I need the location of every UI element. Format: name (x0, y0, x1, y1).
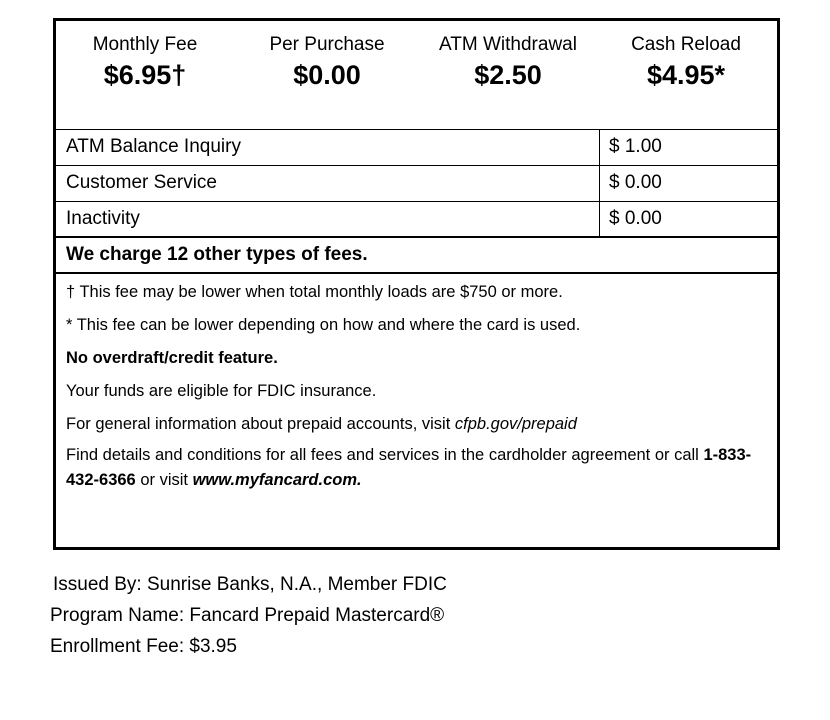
details-text: Find details and conditions for all fees and services in the cardholder agreement or call (66, 446, 704, 464)
monthly-fee-value: $6.95† (103, 60, 187, 90)
fee-disclosure-box (53, 18, 780, 550)
atm-withdrawal-value: $2.50 (474, 60, 542, 90)
other-fees-text: We charge 12 other types of fees. (66, 244, 368, 265)
atm-withdrawal-label: ATM Withdrawal (439, 34, 577, 55)
fee-row-inactivity (56, 202, 777, 237)
cfpb-link[interactable]: cfpb.gov/prepaid (454, 415, 577, 433)
fee-row-customer-service (56, 166, 777, 202)
issued-by: Issued By: Sunrise Banks, N.A., Member FDIC (53, 574, 447, 595)
fee-name: Customer Service (66, 172, 217, 193)
column-divider (599, 130, 600, 166)
per-purchase-fee (252, 33, 402, 93)
per-purchase-label: Per Purchase (269, 34, 385, 55)
monthly-fee-label: Monthly Fee (92, 34, 198, 55)
overdraft-note: No overdraft/credit feature. (66, 349, 278, 367)
website-link[interactable]: www.myfancard.com. (192, 471, 362, 489)
enrollment-fee: Enrollment Fee: $3.95 (50, 636, 237, 657)
general-info-text: For general information about prepaid accounts, visit (66, 415, 455, 433)
per-purchase-value: $0.00 (293, 60, 361, 90)
fee-amount: $ 1.00 (609, 136, 662, 157)
asterisk-note: * This fee can be lower depending on how and where the card is used. (66, 316, 581, 334)
other-fees-statement (56, 236, 777, 274)
atm-withdrawal-fee (418, 33, 598, 93)
dagger-note: † This fee may be lower when total monthly loads are $750 or more. (66, 283, 563, 301)
details-note (66, 443, 767, 493)
cash-reload-value: $4.95* (646, 60, 726, 90)
cash-reload-label: Cash Reload (631, 34, 741, 55)
fee-name: Inactivity (66, 208, 140, 229)
headline-fees (56, 21, 777, 130)
cash-reload-fee (611, 33, 761, 93)
fdic-note: Your funds are eligible for FDIC insurance. (66, 382, 377, 400)
phone-number[interactable]: 1-833-432-6366 (66, 446, 752, 489)
general-info-note (66, 414, 767, 434)
fee-notes (56, 274, 777, 493)
program-name: Program Name: Fancard Prepaid Mastercard® (50, 605, 445, 626)
monthly-fee (70, 33, 220, 93)
fee-amount: $ 0.00 (609, 172, 662, 193)
details-mid-text: or visit (135, 471, 193, 489)
column-divider (599, 202, 600, 238)
fee-row-atm-balance (56, 130, 777, 166)
column-divider (599, 166, 600, 202)
fee-name: ATM Balance Inquiry (66, 136, 241, 157)
fee-amount: $ 0.00 (609, 208, 662, 229)
